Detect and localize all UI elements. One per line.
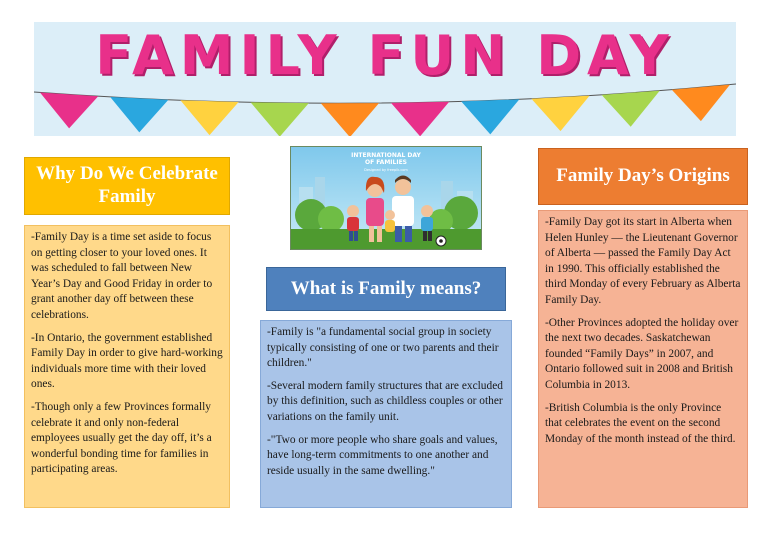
- bunting-flag: [321, 103, 379, 136]
- why-panel: [24, 225, 230, 508]
- bunting-flag: [40, 92, 98, 128]
- origins-panel: [538, 210, 748, 508]
- origins-paragraph-1: -Family Day got its start in Alberta when Helen Hunley — the Lieutenant Governor of Alberta — passed the Family Day Act in 1990. This officially established the third Monday of every February as Alberta Family Day.: [545, 216, 741, 306]
- origins-heading: Family Day’s Origins: [538, 148, 748, 205]
- bunting-flag: [180, 100, 238, 135]
- what-paragraph-3: -"Two or more people who share goals and values, have long-term commitments to one another and reside usually in the same dwelling.": [267, 433, 498, 477]
- why-paragraph-2: -In Ontario, the government established Family Day in order to give hard-working individuals more time with their loved ones.: [31, 331, 223, 391]
- bunting-flag: [602, 91, 660, 127]
- illustration-title-line2: OF FAMILIES: [364, 159, 408, 166]
- bunting-flag: [531, 96, 589, 132]
- bunting-flags: [34, 22, 736, 136]
- why-heading: Why Do We Celebrate Family: [24, 157, 230, 215]
- family-illustration: [290, 146, 482, 250]
- origins-paragraph-2: -Other Provinces adopted the holiday over the next two decades. Saskatchewan founded “Family Days” in 2007, and Ontario followed suit in 2008 and British Columbia in 2013.: [545, 316, 739, 391]
- family-fun-day-banner: [34, 22, 736, 136]
- bunting-flag: [391, 102, 449, 136]
- origins-paragraph-3: -British Columbia is the only Province that celebrates the event on the second Monday of the month instead of the third.: [545, 401, 736, 445]
- banner-title: FAMILY FUN DAY: [95, 24, 675, 87]
- illustration-credit: Designed by freepik.com: [364, 168, 408, 172]
- why-paragraph-3: -Though only a few Provinces formally celebrate it and only non-federal employees usually get the day off, it’s a wonderful bonding time for families in participating areas.: [31, 400, 212, 476]
- bunting-flag: [110, 97, 168, 132]
- why-paragraph-1: -Family Day is a time set aside to focus on getting closer to your loved ones. It was scheduled to fall between New Year’s Day and Good Friday in order to grant another day off between these celebrations.: [31, 231, 213, 321]
- what-panel: [260, 320, 512, 508]
- what-paragraph-1: -Family is "a fundamental social group in society typically consisting of one or two parents and their children.": [267, 326, 499, 370]
- bunting-flag: [461, 99, 519, 134]
- bunting-flag: [251, 102, 309, 136]
- bunting-flag: [672, 85, 730, 122]
- what-heading: What is Family means?: [266, 267, 506, 311]
- illustration-title-line1: INTERNATIONAL DAY: [351, 152, 421, 159]
- what-paragraph-2: -Several modern family structures that are excluded by this definition, such as childless couples or other variations on the family unit.: [267, 379, 503, 423]
